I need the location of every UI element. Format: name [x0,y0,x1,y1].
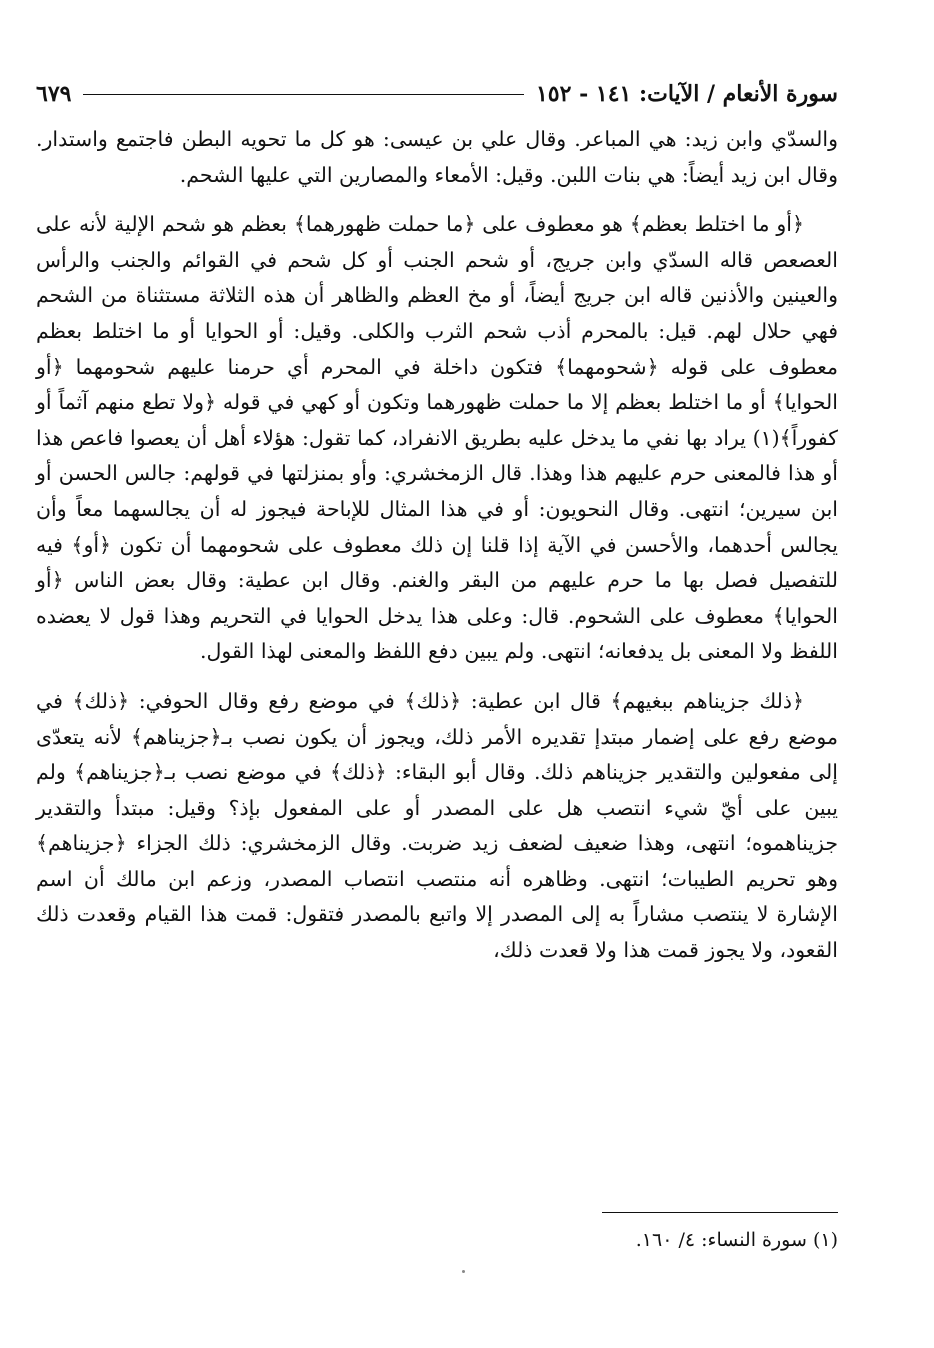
scan-speck [462,1270,465,1273]
header-title: سورة الأنعام / الآيات: ١٤١ - ١٥٢ [535,81,838,107]
paragraph-dhalika-jazaynahum: ﴿ذلك جزيناهم ببغيهم﴾ قال ابن عطية: ﴿ذلك﴾ في موضع رفع وقال الحوفي: ﴿ذلك﴾ في موضع رفع على إضمار مبتدإ تقديره الأمر ذلك، ويجوز أن يكون نصب بـ﴿جزيناهم﴾ لأنه يتعدّى إلى مفعولين والتقدير جزيناهم ذلك. وقال أبو البقاء: ﴿ذلك﴾ في موضع نصب بـ﴿جزيناهم﴾ ولم يبين على أيّ شيء انتصب هل على المصدر أو على المفعول بإذ؟ وقيل: مبتدأ والتقدير جزيناهموه؛ انتهى، وهذا ضعيف لضعف زيد ضربت. وقال الزمخشري: ذلك الجزاء ﴿جزيناهم﴾ وهو تحريم الطيبات؛ انتهى. وظاهره أنه منتصب انتصاب المصدر، وزعم ابن مالك أن اسم الإشارة لا ينتصب مشاراً به إلى المصدر إلا واتبع بالمصدر فتقول: قمت هذا القيام وقعدت ذلك القعود، ولا يجوز قمت هذا ولا قعدت ذلك، [36,688,838,963]
page-number: ٦٧٩ [36,81,72,107]
footnote-divider [602,1212,838,1213]
paragraph-ma-ikhtalata: ﴿أو ما اختلط بعظم﴾ هو معطوف على ﴿ما حملت ظهورهما﴾ بعظم هو شحم الإلية لأنه على العصعص قاله السدّي وابن جريج، أو شحم الجنب أو كل شحم في القوائم والجنب والرأس والعينين والأذنين قاله ابن جريج أيضاً، أو مخ العظم والظاهر أن هذه الثلاثة مستثناة من الشحم فهي حلال لهم. قيل: بالمحرم أذب شحم الثرب والكلى. وقيل: أو الحوايا أو ما اختلط بعظم معطوف على قوله ﴿شحومهما﴾ فتكون داخلة في المحرم أي حرمنا عليهم شحومهما ﴿أو الحوايا﴾ أو ما اختلط بعظم إلا ما حملت ظهورهما وتكون أو كهي في قوله ﴿ولا تطع منهم آثماً أو كفوراً﴾(١) يراد بها نفي ما يدخل عليه بطريق الانفراد، كما تقول: هؤلاء أهل أن يعصوا فاعص هذا أو هذا فالمعنى حرم عليهم هذا وهذا. قال الزمخشري: وأو بمنزلتها في قولهم: جالس الحسن أو ابن سيرين؛ انتهى. وقال النحويون: أو في هذا المثال للإباحة فيجوز له أن يجالسهما معاً وأن يجالس أحدهما، والأحسن في الآية إذا قلنا إن ذلك معطوف على شحومهما أن تكون ﴿أو﴾ فيه للتفصيل فصل بها ما حرم عليهم من البقر والغنم. وقال ابن عطية: وقال بعض الناس ﴿أو الحوايا﴾ معطوف على الشحوم. قال: وعلى هذا يدخل الحوايا في التحريم وهذا قول لا يعضده اللفظ ولا المعنى بل يدفعانه؛ انتهى. ولم يبين دفع اللفظ والمعنى لهذا القول. [36,212,838,664]
main-text [36,122,838,969]
running-header [36,74,838,114]
footnote: (١) سورة النساء: ٤/ ١٦٠. [635,1229,838,1251]
paragraph-continued: والسدّي وابن زيد: هي المباعر. وقال علي بن عيسى: هو كل ما تحويه البطن فاجتمع واستدار. وقال ابن زيد أيضاً: هي بنات اللبن. وقيل: الأمعاء والمصارين التي عليها الشحم. [36,127,838,187]
header-rule [83,94,524,95]
